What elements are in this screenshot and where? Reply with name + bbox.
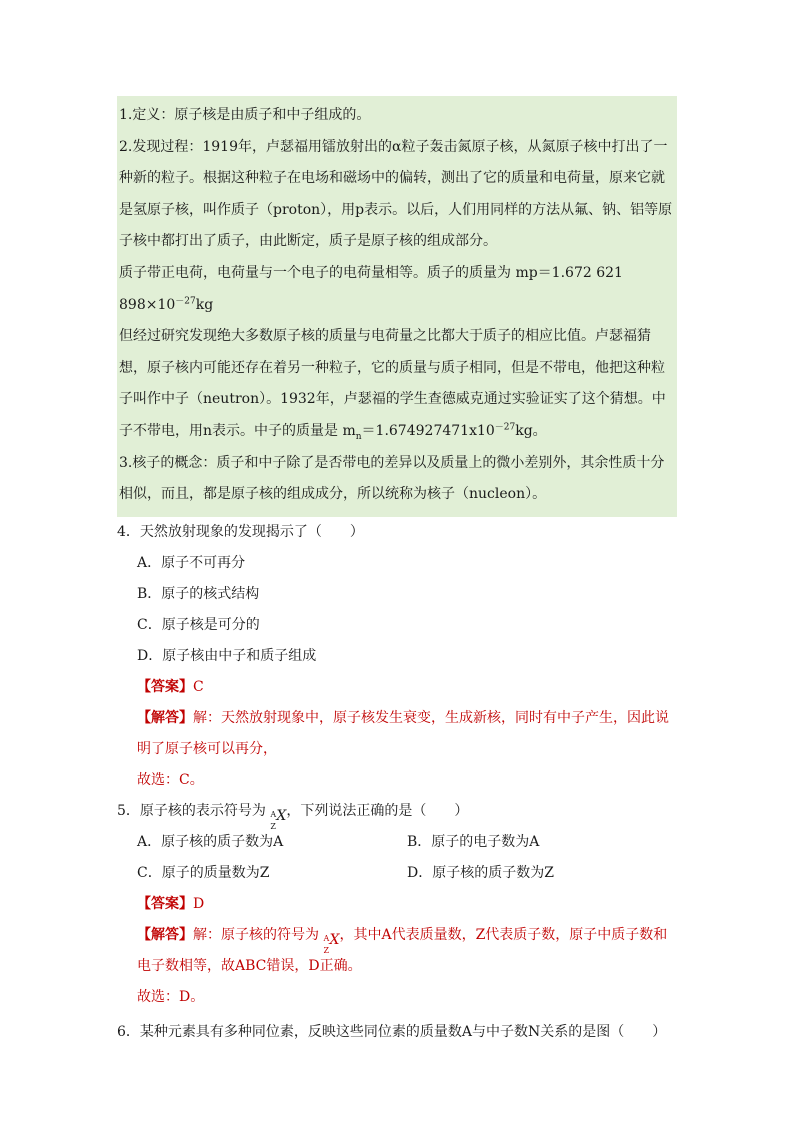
document-page <box>117 96 677 1048</box>
neutron-paragraph <box>119 321 675 447</box>
question-6 <box>117 1017 677 1048</box>
mass-number: A <box>323 933 330 943</box>
question-5-options-row-2 <box>117 858 677 889</box>
answer-tag: 【答案】 <box>137 678 193 695</box>
question-4-answer <box>117 672 677 703</box>
explanation-tag: 【解答】 <box>137 709 193 726</box>
neutron-exponent: －27 <box>494 422 516 433</box>
explanation-text: 解：原子核的符号为 <box>193 926 324 943</box>
explanation-text: 解：天然放射现象中，原子核发生衰变，生成新核，同时有中子产生，因此说明了原子核可以再分， <box>137 709 669 757</box>
knowledge-box <box>117 96 677 517</box>
question-5-option-c: C．原子的质量数为Z <box>137 864 270 881</box>
question-4-option-a: A．原子不可再分 <box>137 554 246 571</box>
question-5-stem <box>117 796 677 831</box>
question-5-explanation <box>117 920 677 982</box>
question-4-explanation <box>117 703 677 765</box>
nucleon-paragraph: 3.核子的概念：质子和中子除了是否带电的差异以及质量上的微小差别外，其余性质十分相似，而且，都是原子核的组成成分，所以统称为核子（nucleon）。 <box>119 454 665 503</box>
question-4-option-c: C．原子核是可分的 <box>137 616 260 633</box>
answer-value: C <box>193 678 204 695</box>
question-5-option-d: D．原子核的质子数为Z <box>407 864 554 881</box>
question-6-stem: 6．某种元素具有多种同位素，反映这些同位素的质量数A与中子数N关系的是图（ ） <box>117 1023 667 1040</box>
answer-value: D <box>193 895 205 912</box>
question-4-choice: 故选：C。 <box>137 771 204 788</box>
neutron-unit: kg。 <box>515 422 547 439</box>
question-4 <box>117 517 677 796</box>
question-5-option-a: A．原子核的质子数为A <box>137 833 284 850</box>
question-5-stem-tail: ，下列说法正确的是（ ） <box>286 802 469 819</box>
nuclide-symbol <box>323 927 340 955</box>
proton-unit: kg <box>195 296 214 313</box>
mass-number: A <box>270 809 277 819</box>
definition-paragraph: 1.定义：原子核是由质子和中子组成的。 <box>119 107 371 123</box>
question-5-answer <box>117 889 677 920</box>
explanation-tag: 【解答】 <box>137 926 193 943</box>
question-5-stem-text: 5．原子核的表示符号为 <box>117 802 271 819</box>
discovery-paragraph: 2.发现过程：1919年，卢瑟福用镭放射出的α粒子轰击氮原子核，从氮原子核中打出了一种新的粒子。根据这种粒子在电场和磁场中的偏转，测出了它的质量和电荷量，原来它就是氢原子核，叫作质子（proton），用p表示。以后，人们用同样的方法从氟、钠、铝等原子核中都打出了质子，由此断定，质子是原子核的组成部分。 <box>119 138 673 250</box>
proton-exponent: －27 <box>175 295 196 306</box>
explanation-tail: ，其中A代表质量数，Z代表质子数，原子中质子数和电子数相等，故ABC错误，D正确。 <box>137 926 668 974</box>
question-5-option-b: B．原子的电子数为A <box>407 833 540 850</box>
question-4-option-b: B．原子的核式结构 <box>137 585 260 602</box>
question-5-options-row-1 <box>117 827 677 858</box>
proton-paragraph <box>119 258 675 321</box>
atomic-number: Z <box>270 821 276 831</box>
nuclide-symbol <box>270 803 287 831</box>
neutron-subscript: n <box>355 431 362 442</box>
proton-text: 质子带正电荷，电荷量与一个电子的电荷量相等。质子的质量为 mp＝1.672 621 898×10 <box>119 264 623 313</box>
question-5 <box>117 796 677 1013</box>
question-4-option-d: D．原子核由中子和质子组成 <box>137 647 317 664</box>
element-symbol: X <box>329 931 340 948</box>
answer-tag: 【答案】 <box>137 895 193 912</box>
neutron-text: 但经过研究发现绝大多数原子核的质量与电荷量之比都大于质子的相应比值。卢瑟福猜想，原子核内可能还存在着另一种粒子，它的质量与质子相同，但是不带电，他把这种粒子叫作中子（neutron）。1932年，卢瑟福的学生查德威克通过实验证实了这个猜想。中子不带电，用n表示。中子的质量是 m <box>119 328 666 439</box>
question-4-stem: 4．天然放射现象的发现揭示了（ ） <box>117 523 364 540</box>
atomic-number: Z <box>323 945 330 955</box>
question-5-choice: 故选：D。 <box>137 988 205 1005</box>
neutron-mass: ＝1.674927471x10 <box>361 422 495 439</box>
element-symbol: X <box>276 807 287 824</box>
